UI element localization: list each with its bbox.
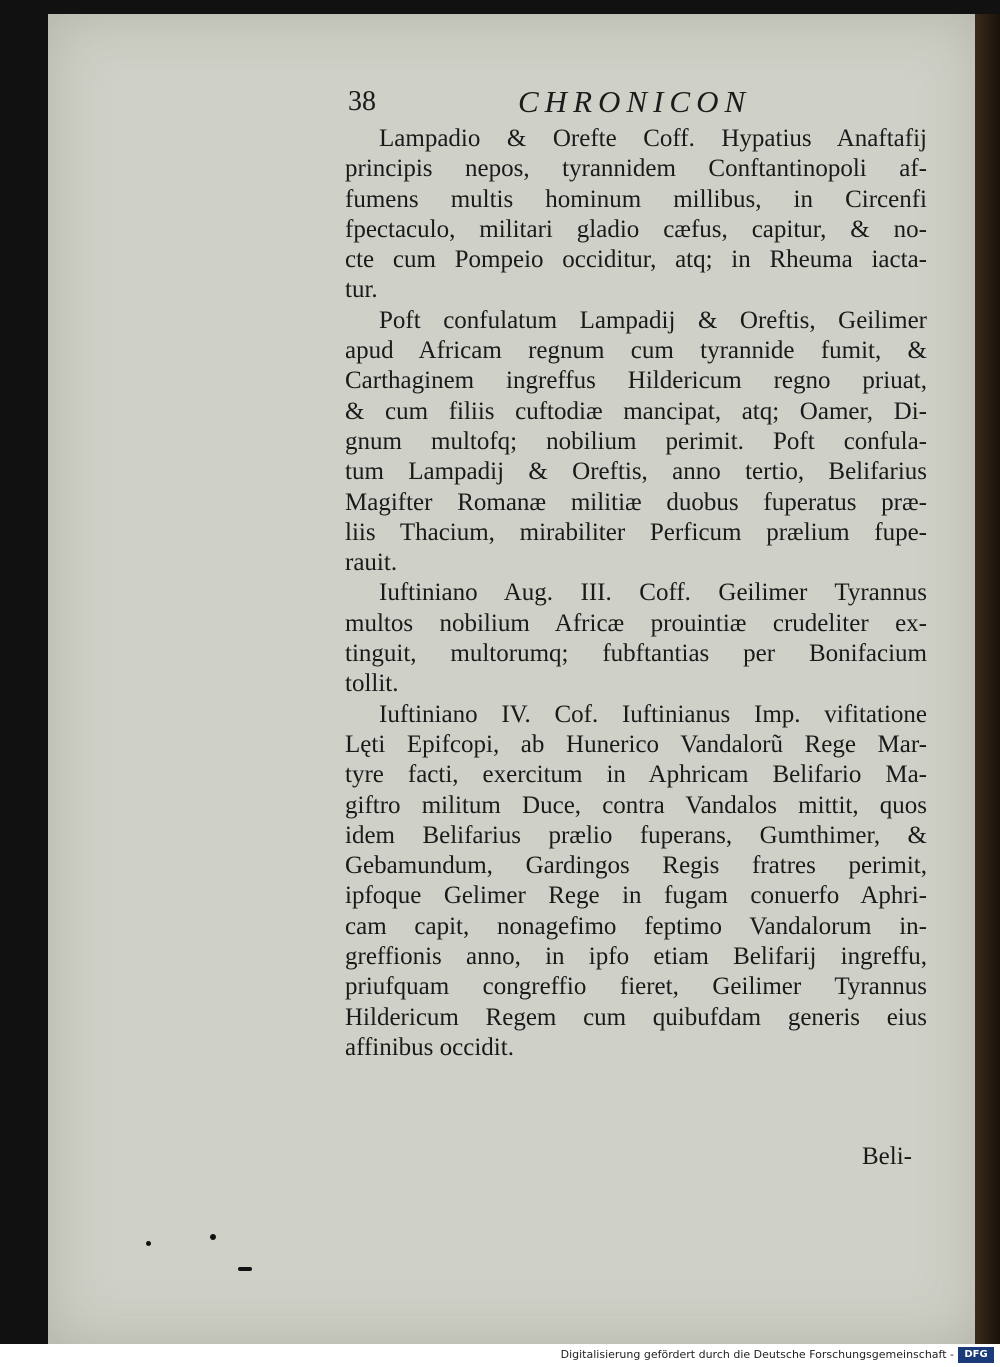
text-line: affinibus occidit.: [345, 1033, 514, 1061]
text-line: apud Africam regnum cum tyrannide fumit, &: [345, 337, 927, 365]
text-line: Magifter Romanæ militiæ duobus fuperatus præ-: [345, 488, 927, 516]
text-line: Iuftiniano Aug. III. Coff. Geilimer Tyrannus: [379, 579, 927, 607]
paragraph: [345, 306, 927, 579]
text-line: ipfoque Gelimer Rege in fugam conuerfo Aphri-: [345, 882, 927, 910]
text-line: & cum filiis cuftodiæ mancipat, atq; Oamer, Di-: [345, 397, 927, 425]
text-line: Iuftiniano IV. Cof. Iuftinianus Imp. vifitatione: [379, 700, 927, 728]
text-line: tinguit, multorumq; fubftantias per Bonifacium: [345, 640, 927, 668]
footer-credit: Digitalisierung gefördert durch die Deutsche Forschungsgemeinschaft -: [560, 1348, 954, 1361]
text-line: Lampadio & Orefte Coff. Hypatius Anaftafij: [379, 125, 927, 152]
body-text: [345, 124, 927, 1063]
text-line: cte cum Pompeio occiditur, atq; in Rheuma iacta-: [345, 246, 927, 274]
dfg-logo: DFG: [958, 1347, 994, 1363]
book-edge: [975, 14, 1000, 1344]
running-head: CHRONICON: [518, 84, 752, 119]
paragraph: [345, 124, 927, 306]
text-line: giftro militum Duce, contra Vandalos mittit, quos: [345, 791, 927, 819]
page-number: 38: [348, 86, 376, 117]
text-line: liis Thacium, mirabiliter Perficum prælium fupe-: [345, 518, 927, 546]
ink-speck: [146, 1241, 151, 1246]
text-line: tollit.: [345, 670, 399, 698]
paragraph: [345, 578, 927, 699]
text-line: tum Lampadij & Oreftis, anno tertio, Belifarius: [345, 458, 927, 486]
text-line: idem Belifarius prælio fuperans, Gumthimer, &: [345, 821, 927, 849]
text-line: cam capit, nonagefimo feptimo Vandalorum in-: [345, 912, 927, 940]
page-header: [348, 84, 768, 124]
ink-speck: [238, 1267, 252, 1271]
text-line: principis nepos, tyrannidem Conftantinopoli af-: [345, 155, 927, 183]
text-line: Carthaginem ingreffus Hildericum regno priuat,: [345, 367, 927, 395]
text-line: Poft confulatum Lampadij & Oreftis, Geilimer: [379, 306, 927, 334]
text-line: Gebamundum, Gardingos Regis fratres perimit,: [345, 852, 927, 880]
footer-bar: [0, 1344, 1000, 1367]
text-line: multos nobilium Africæ prouintiæ crudeliter ex-: [345, 609, 927, 637]
text-line: Hildericum Regem cum quibufdam generis eius: [345, 1003, 927, 1031]
text-line: priufquam congreffio fieret, Geilimer Tyrannus: [345, 973, 927, 1001]
ink-speck: [210, 1234, 216, 1240]
text-line: gnum multofq; nobilium perimit. Poft confula-: [345, 427, 927, 455]
paragraph: [345, 700, 927, 1064]
text-line: rauit.: [345, 549, 398, 577]
text-line: fpectaculo, militari gladio cæfus, capitur, & no-: [345, 215, 927, 243]
text-line: tur.: [345, 276, 378, 304]
catchword: Beli-: [862, 1143, 912, 1170]
text-line: greffionis anno, in ipfo etiam Belifarij ingreffu,: [345, 943, 927, 971]
text-line: tyre facti, exercitum in Aphricam Belifario Ma-: [345, 761, 927, 789]
text-line: fumens multis hominum millibus, in Circenfi: [345, 185, 927, 213]
text-line: Lęti Epifcopi, ab Hunerico Vandalorũ Rege Mar-: [345, 730, 927, 758]
